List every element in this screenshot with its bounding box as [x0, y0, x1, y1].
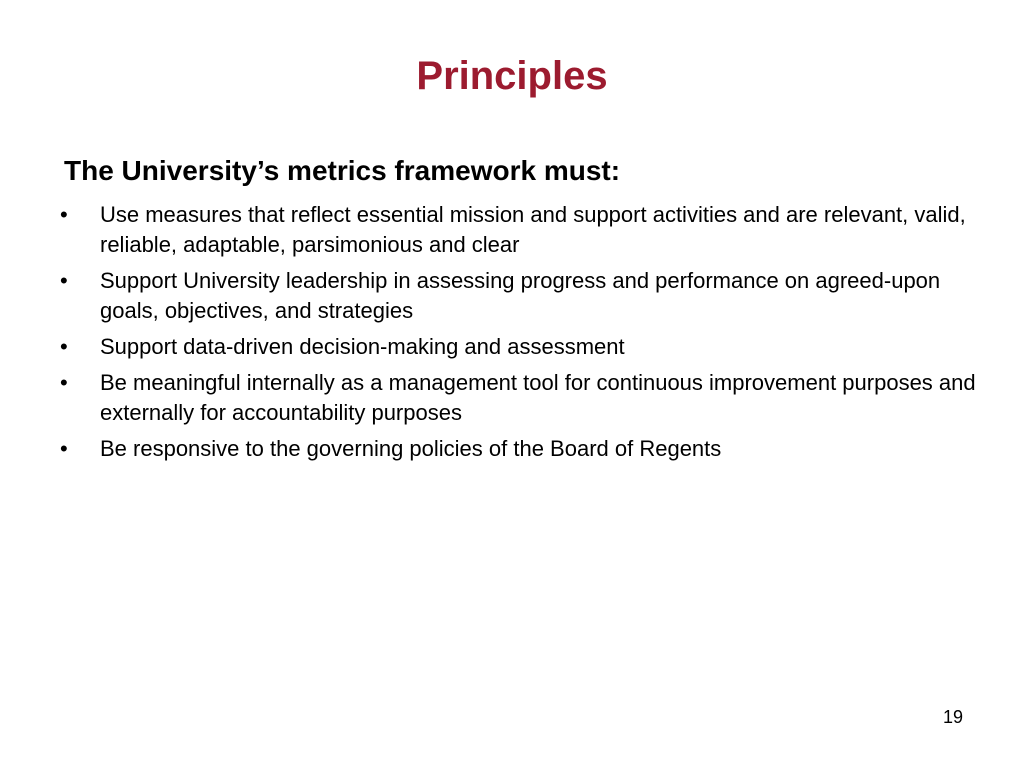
bullet-text: Be meaningful internally as a management tool for continuous improvement purposes and externally for accountability purposes [100, 370, 976, 425]
principles-bullet-list [60, 200, 980, 470]
bullet-item [60, 200, 980, 260]
framework-subheading: The University’s metrics framework must: [64, 155, 621, 186]
slide-title: Principles [416, 54, 608, 98]
bullet-marker: • [60, 268, 68, 293]
bullet-marker: • [60, 202, 68, 227]
bullet-item [60, 332, 980, 362]
bullet-text: Be responsive to the governing policies of the Board of Regents [100, 436, 722, 461]
bullet-marker: • [60, 334, 68, 359]
bullet-marker: • [60, 436, 68, 461]
bullet-marker: • [60, 370, 68, 395]
bullet-item [60, 368, 980, 428]
bullet-text: Use measures that reflect essential mission and support activities and are relevant, valid, reliable, adaptable, parsimonious and clear [100, 202, 966, 257]
bullet-text: Support data-driven decision-making and assessment [100, 334, 625, 359]
page-number: 19 [942, 707, 963, 727]
bullet-text: Support University leadership in assessing progress and performance on agreed-upon goals, objectives, and strategies [100, 268, 941, 323]
bullet-item [60, 434, 980, 464]
bullet-item [60, 266, 980, 326]
